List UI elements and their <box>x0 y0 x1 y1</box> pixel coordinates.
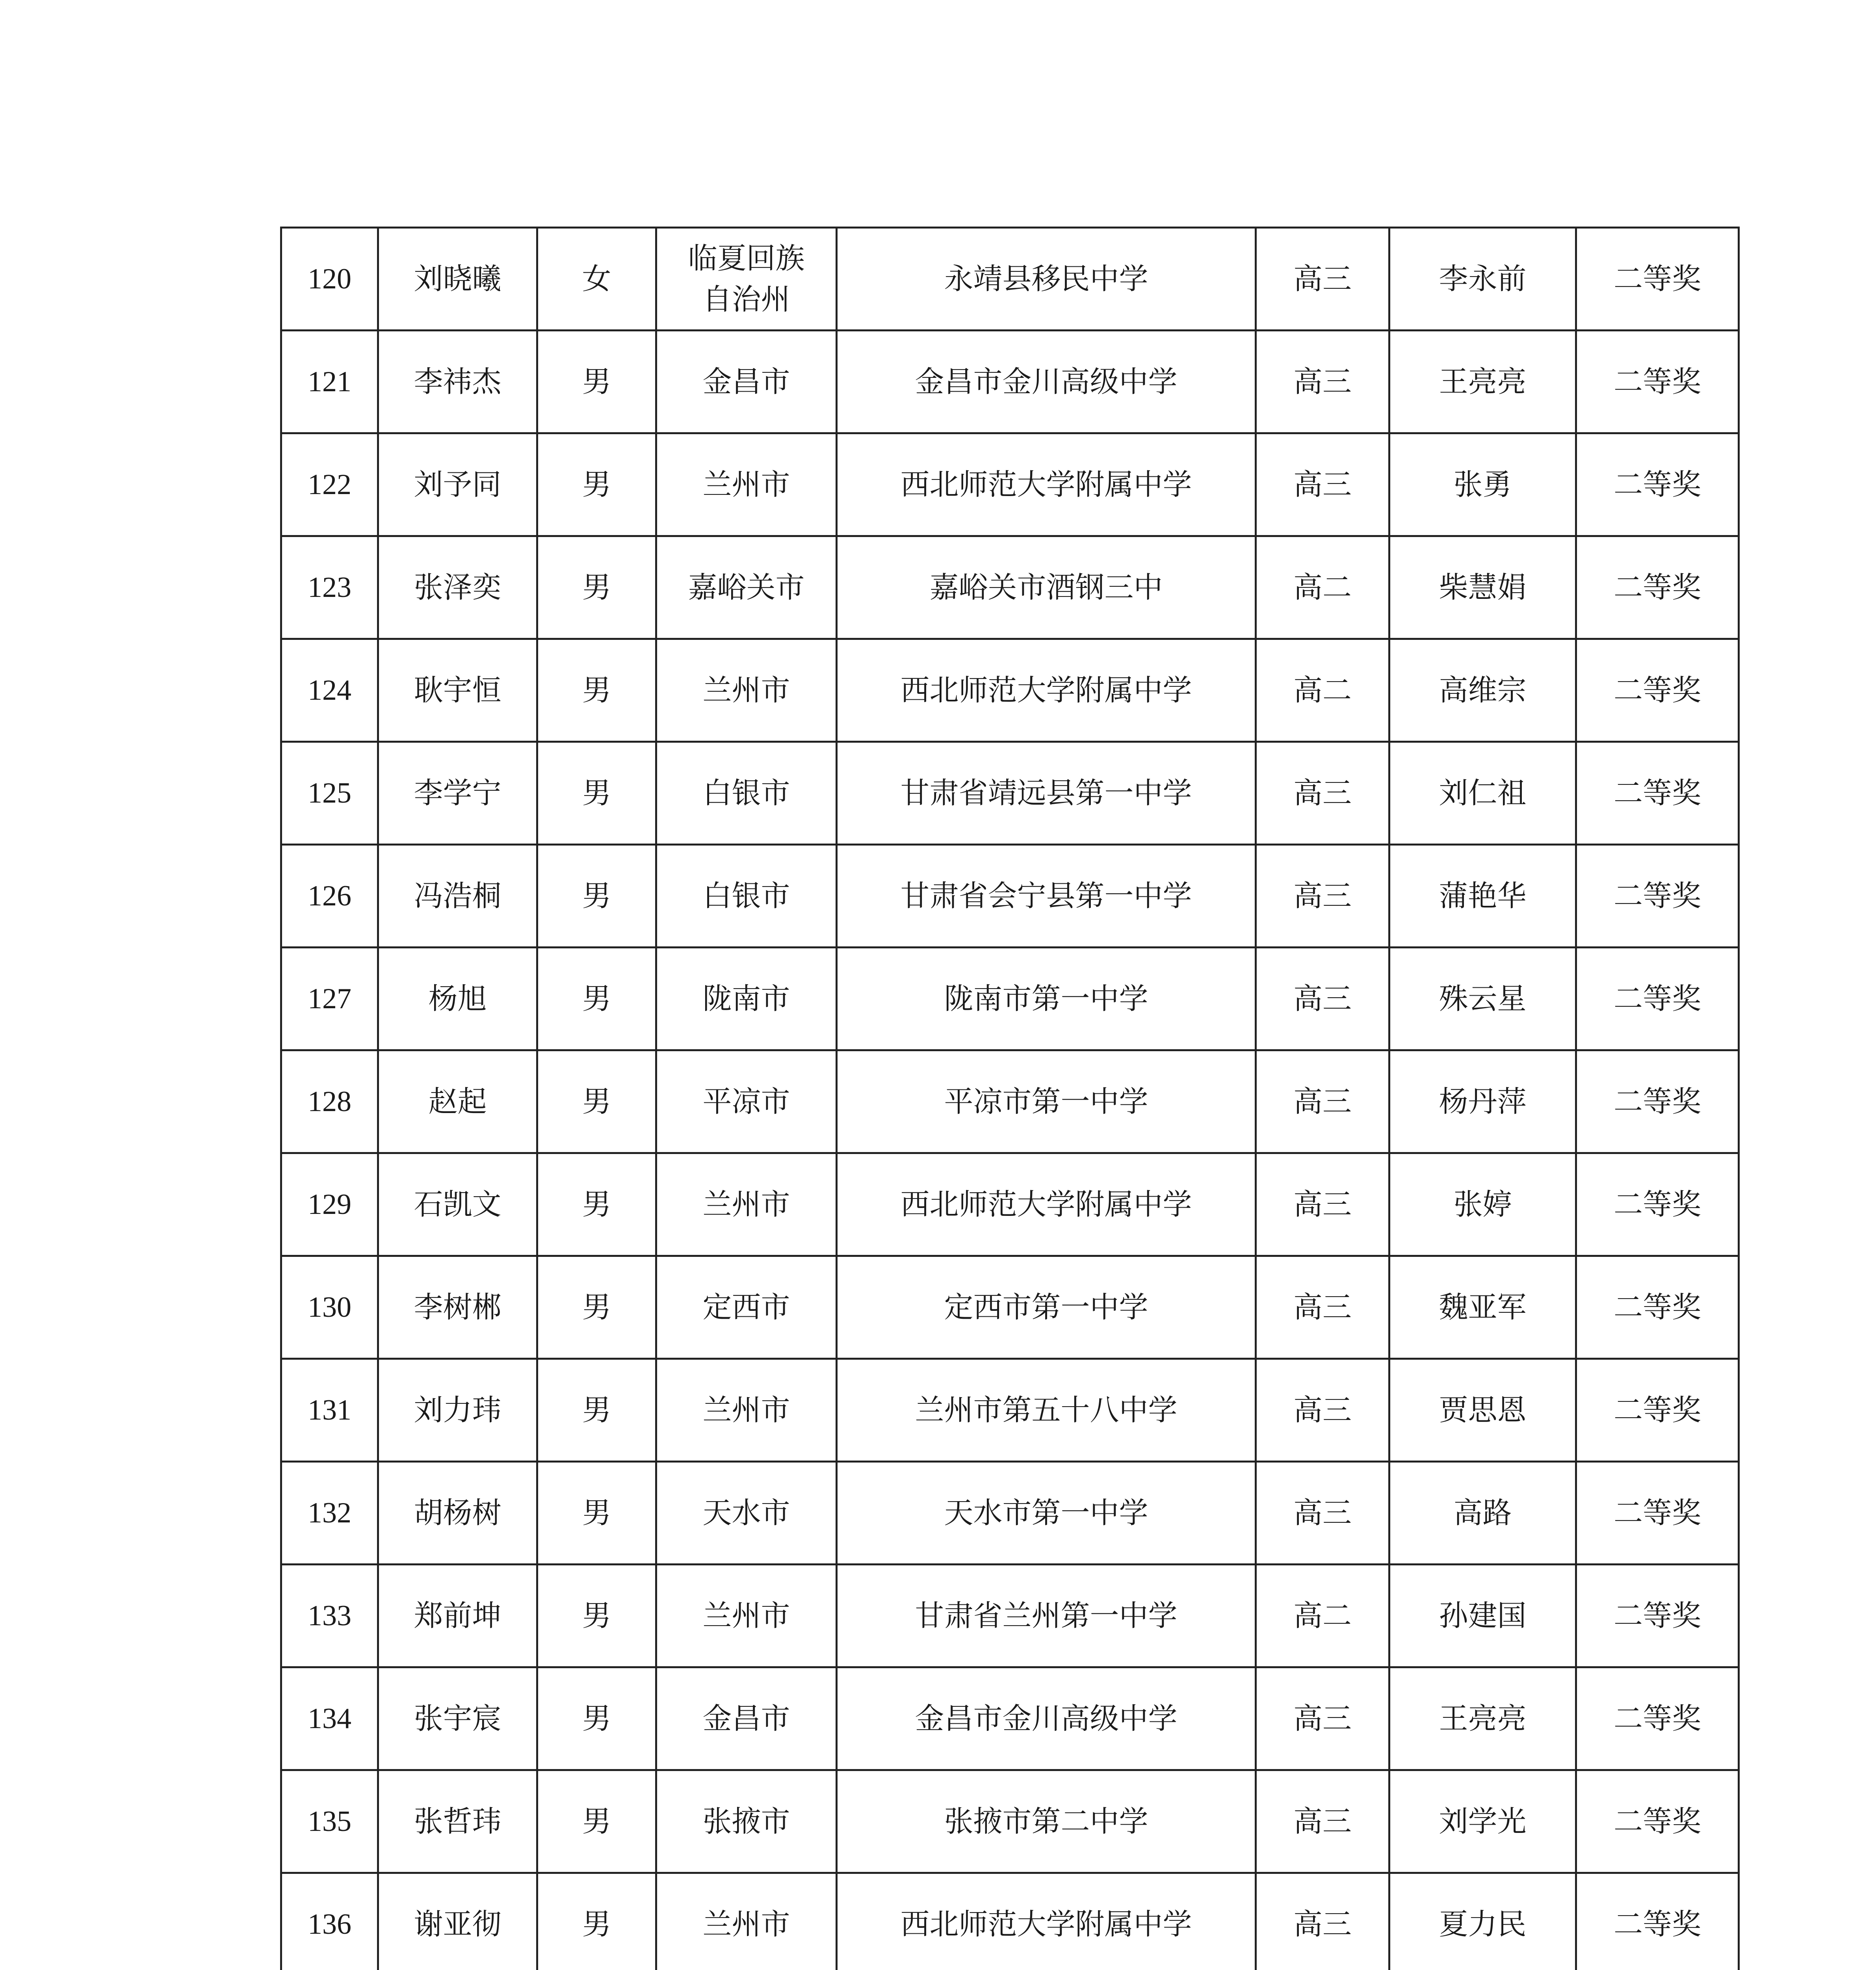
cell-number: 132 <box>281 1462 378 1565</box>
table-row <box>281 1256 1739 1359</box>
cell-student-name: 谢亚彻 <box>378 1873 537 1970</box>
cell-city-line: 白银市 <box>702 879 790 913</box>
cell-award: 二等奖 <box>1576 1565 1739 1667</box>
cell-award: 二等奖 <box>1576 1256 1739 1359</box>
cell-city-line: 金昌市 <box>702 1702 790 1736</box>
cell-gender: 男 <box>537 1565 656 1667</box>
cell-city-line: 平凉市 <box>702 1085 790 1119</box>
cell-teacher: 殊云星 <box>1389 948 1576 1050</box>
cell-teacher: 张勇 <box>1389 433 1576 536</box>
cell-grade: 高三 <box>1256 948 1389 1050</box>
cell-school: 天水市第一中学 <box>837 1462 1256 1565</box>
cell-student-name: 耿宇恒 <box>378 639 537 742</box>
cell-award: 二等奖 <box>1576 1153 1739 1256</box>
cell-city <box>656 1050 837 1153</box>
cell-city <box>656 639 837 742</box>
cell-teacher: 魏亚军 <box>1389 1256 1576 1359</box>
cell-award: 二等奖 <box>1576 228 1739 331</box>
cell-school: 陇南市第一中学 <box>837 948 1256 1050</box>
cell-city <box>656 228 837 331</box>
table-row <box>281 536 1739 639</box>
cell-school: 西北师范大学附属中学 <box>837 1873 1256 1970</box>
cell-city-line: 兰州市 <box>702 1907 790 1941</box>
cell-teacher: 王亮亮 <box>1389 331 1576 433</box>
cell-student-name: 张泽奕 <box>378 536 537 639</box>
cell-school: 西北师范大学附属中学 <box>837 639 1256 742</box>
cell-teacher: 柴慧娟 <box>1389 536 1576 639</box>
cell-grade: 高三 <box>1256 845 1389 948</box>
cell-teacher: 刘学光 <box>1389 1770 1576 1873</box>
cell-city <box>656 1462 837 1565</box>
cell-grade: 高三 <box>1256 1873 1389 1970</box>
cell-student-name: 刘晓曦 <box>378 228 537 331</box>
cell-award: 二等奖 <box>1576 742 1739 845</box>
cell-school: 甘肃省靖远县第一中学 <box>837 742 1256 845</box>
cell-teacher: 高维宗 <box>1389 639 1576 742</box>
cell-city <box>656 742 837 845</box>
cell-school: 嘉峪关市酒钢三中 <box>837 536 1256 639</box>
cell-award: 二等奖 <box>1576 845 1739 948</box>
cell-number: 131 <box>281 1359 378 1462</box>
cell-gender: 女 <box>537 228 656 331</box>
award-table <box>280 227 1740 1970</box>
cell-teacher: 刘仁祖 <box>1389 742 1576 845</box>
table-row <box>281 1462 1739 1565</box>
cell-gender: 男 <box>537 639 656 742</box>
cell-award: 二等奖 <box>1576 1873 1739 1970</box>
cell-teacher: 夏力民 <box>1389 1873 1576 1970</box>
cell-teacher: 李永前 <box>1389 228 1576 331</box>
cell-grade: 高三 <box>1256 1050 1389 1153</box>
cell-gender: 男 <box>537 1050 656 1153</box>
cell-number: 129 <box>281 1153 378 1256</box>
cell-city <box>656 1770 837 1873</box>
table-row <box>281 1153 1739 1256</box>
cell-grade: 高三 <box>1256 1256 1389 1359</box>
table-row <box>281 1873 1739 1970</box>
cell-city <box>656 1153 837 1256</box>
cell-gender: 男 <box>537 742 656 845</box>
cell-grade: 高三 <box>1256 1153 1389 1256</box>
cell-student-name: 刘力玮 <box>378 1359 537 1462</box>
cell-award: 二等奖 <box>1576 1462 1739 1565</box>
cell-city-line: 自治州 <box>702 282 790 316</box>
cell-grade: 高三 <box>1256 1770 1389 1873</box>
cell-number: 127 <box>281 948 378 1050</box>
cell-city-line: 嘉峪关市 <box>688 571 805 604</box>
cell-student-name: 郑前坤 <box>378 1565 537 1667</box>
table-row <box>281 331 1739 433</box>
cell-grade: 高二 <box>1256 1565 1389 1667</box>
cell-gender: 男 <box>537 536 656 639</box>
cell-city-line: 临夏回族 <box>688 242 805 275</box>
cell-student-name: 李祎杰 <box>378 331 537 433</box>
cell-number: 133 <box>281 1565 378 1667</box>
cell-gender: 男 <box>537 331 656 433</box>
cell-award: 二等奖 <box>1576 639 1739 742</box>
cell-award: 二等奖 <box>1576 331 1739 433</box>
cell-city-line: 兰州市 <box>702 1188 790 1221</box>
cell-student-name: 赵起 <box>378 1050 537 1153</box>
cell-school: 西北师范大学附属中学 <box>837 433 1256 536</box>
cell-student-name: 冯浩桐 <box>378 845 537 948</box>
cell-city-line: 兰州市 <box>702 673 790 707</box>
table-row <box>281 228 1739 331</box>
cell-school: 兰州市第五十八中学 <box>837 1359 1256 1462</box>
cell-gender: 男 <box>537 1256 656 1359</box>
cell-city <box>656 1565 837 1667</box>
cell-city-line: 兰州市 <box>702 468 790 502</box>
cell-school: 定西市第一中学 <box>837 1256 1256 1359</box>
table-row <box>281 639 1739 742</box>
cell-number: 134 <box>281 1667 378 1770</box>
cell-student-name: 石凯文 <box>378 1153 537 1256</box>
cell-number: 120 <box>281 228 378 331</box>
cell-school: 甘肃省会宁县第一中学 <box>837 845 1256 948</box>
table-row <box>281 742 1739 845</box>
cell-school: 西北师范大学附属中学 <box>837 1153 1256 1256</box>
cell-city <box>656 1256 837 1359</box>
cell-student-name: 李学宁 <box>378 742 537 845</box>
cell-city-line: 金昌市 <box>702 365 790 399</box>
cell-city <box>656 331 837 433</box>
cell-teacher: 高路 <box>1389 1462 1576 1565</box>
cell-teacher: 张婷 <box>1389 1153 1576 1256</box>
cell-gender: 男 <box>537 1873 656 1970</box>
cell-school: 金昌市金川高级中学 <box>837 331 1256 433</box>
cell-teacher: 蒲艳华 <box>1389 845 1576 948</box>
cell-school: 张掖市第二中学 <box>837 1770 1256 1873</box>
cell-award: 二等奖 <box>1576 1770 1739 1873</box>
cell-teacher: 王亮亮 <box>1389 1667 1576 1770</box>
cell-number: 126 <box>281 845 378 948</box>
cell-gender: 男 <box>537 845 656 948</box>
cell-number: 136 <box>281 1873 378 1970</box>
cell-grade: 高二 <box>1256 536 1389 639</box>
cell-gender: 男 <box>537 1667 656 1770</box>
cell-city <box>656 845 837 948</box>
award-table-body <box>281 228 1739 1970</box>
cell-grade: 高三 <box>1256 1462 1389 1565</box>
cell-gender: 男 <box>537 1359 656 1462</box>
cell-school: 平凉市第一中学 <box>837 1050 1256 1153</box>
cell-number: 121 <box>281 331 378 433</box>
cell-student-name: 张哲玮 <box>378 1770 537 1873</box>
cell-city-line: 兰州市 <box>702 1393 790 1427</box>
cell-grade: 高二 <box>1256 639 1389 742</box>
table-row <box>281 1050 1739 1153</box>
table-row <box>281 1359 1739 1462</box>
cell-city <box>656 948 837 1050</box>
cell-award: 二等奖 <box>1576 1050 1739 1153</box>
cell-grade: 高三 <box>1256 1667 1389 1770</box>
cell-city-line: 白银市 <box>702 776 790 810</box>
table-row <box>281 948 1739 1050</box>
cell-student-name: 胡杨树 <box>378 1462 537 1565</box>
table-row <box>281 1565 1739 1667</box>
cell-award: 二等奖 <box>1576 948 1739 1050</box>
cell-student-name: 李树郴 <box>378 1256 537 1359</box>
cell-grade: 高三 <box>1256 433 1389 536</box>
cell-school: 金昌市金川高级中学 <box>837 1667 1256 1770</box>
cell-city-line: 定西市 <box>702 1290 790 1324</box>
cell-number: 130 <box>281 1256 378 1359</box>
cell-city-line: 陇南市 <box>702 982 790 1016</box>
cell-number: 122 <box>281 433 378 536</box>
cell-school: 永靖县移民中学 <box>837 228 1256 331</box>
cell-city-line: 张掖市 <box>702 1805 790 1838</box>
cell-city <box>656 1359 837 1462</box>
cell-number: 123 <box>281 536 378 639</box>
cell-school: 甘肃省兰州第一中学 <box>837 1565 1256 1667</box>
cell-city <box>656 1873 837 1970</box>
cell-award: 二等奖 <box>1576 1667 1739 1770</box>
cell-award: 二等奖 <box>1576 536 1739 639</box>
cell-city-line: 天水市 <box>702 1496 790 1530</box>
cell-gender: 男 <box>537 433 656 536</box>
cell-gender: 男 <box>537 1462 656 1565</box>
cell-student-name: 张宇宸 <box>378 1667 537 1770</box>
cell-teacher: 孙建国 <box>1389 1565 1576 1667</box>
cell-city <box>656 433 837 536</box>
cell-number: 135 <box>281 1770 378 1873</box>
table-row <box>281 1770 1739 1873</box>
cell-number: 125 <box>281 742 378 845</box>
cell-number: 128 <box>281 1050 378 1153</box>
table-row <box>281 1667 1739 1770</box>
cell-gender: 男 <box>537 1770 656 1873</box>
cell-student-name: 刘予同 <box>378 433 537 536</box>
table-row <box>281 845 1739 948</box>
cell-award: 二等奖 <box>1576 433 1739 536</box>
cell-grade: 高三 <box>1256 742 1389 845</box>
cell-teacher: 贾思恩 <box>1389 1359 1576 1462</box>
cell-city-line: 兰州市 <box>702 1599 790 1633</box>
table-row <box>281 433 1739 536</box>
cell-grade: 高三 <box>1256 331 1389 433</box>
cell-number: 124 <box>281 639 378 742</box>
cell-gender: 男 <box>537 1153 656 1256</box>
cell-teacher: 杨丹萍 <box>1389 1050 1576 1153</box>
cell-award: 二等奖 <box>1576 1359 1739 1462</box>
cell-student-name: 杨旭 <box>378 948 537 1050</box>
cell-grade: 高三 <box>1256 228 1389 331</box>
cell-city <box>656 1667 837 1770</box>
cell-gender: 男 <box>537 948 656 1050</box>
cell-city <box>656 536 837 639</box>
cell-grade: 高三 <box>1256 1359 1389 1462</box>
